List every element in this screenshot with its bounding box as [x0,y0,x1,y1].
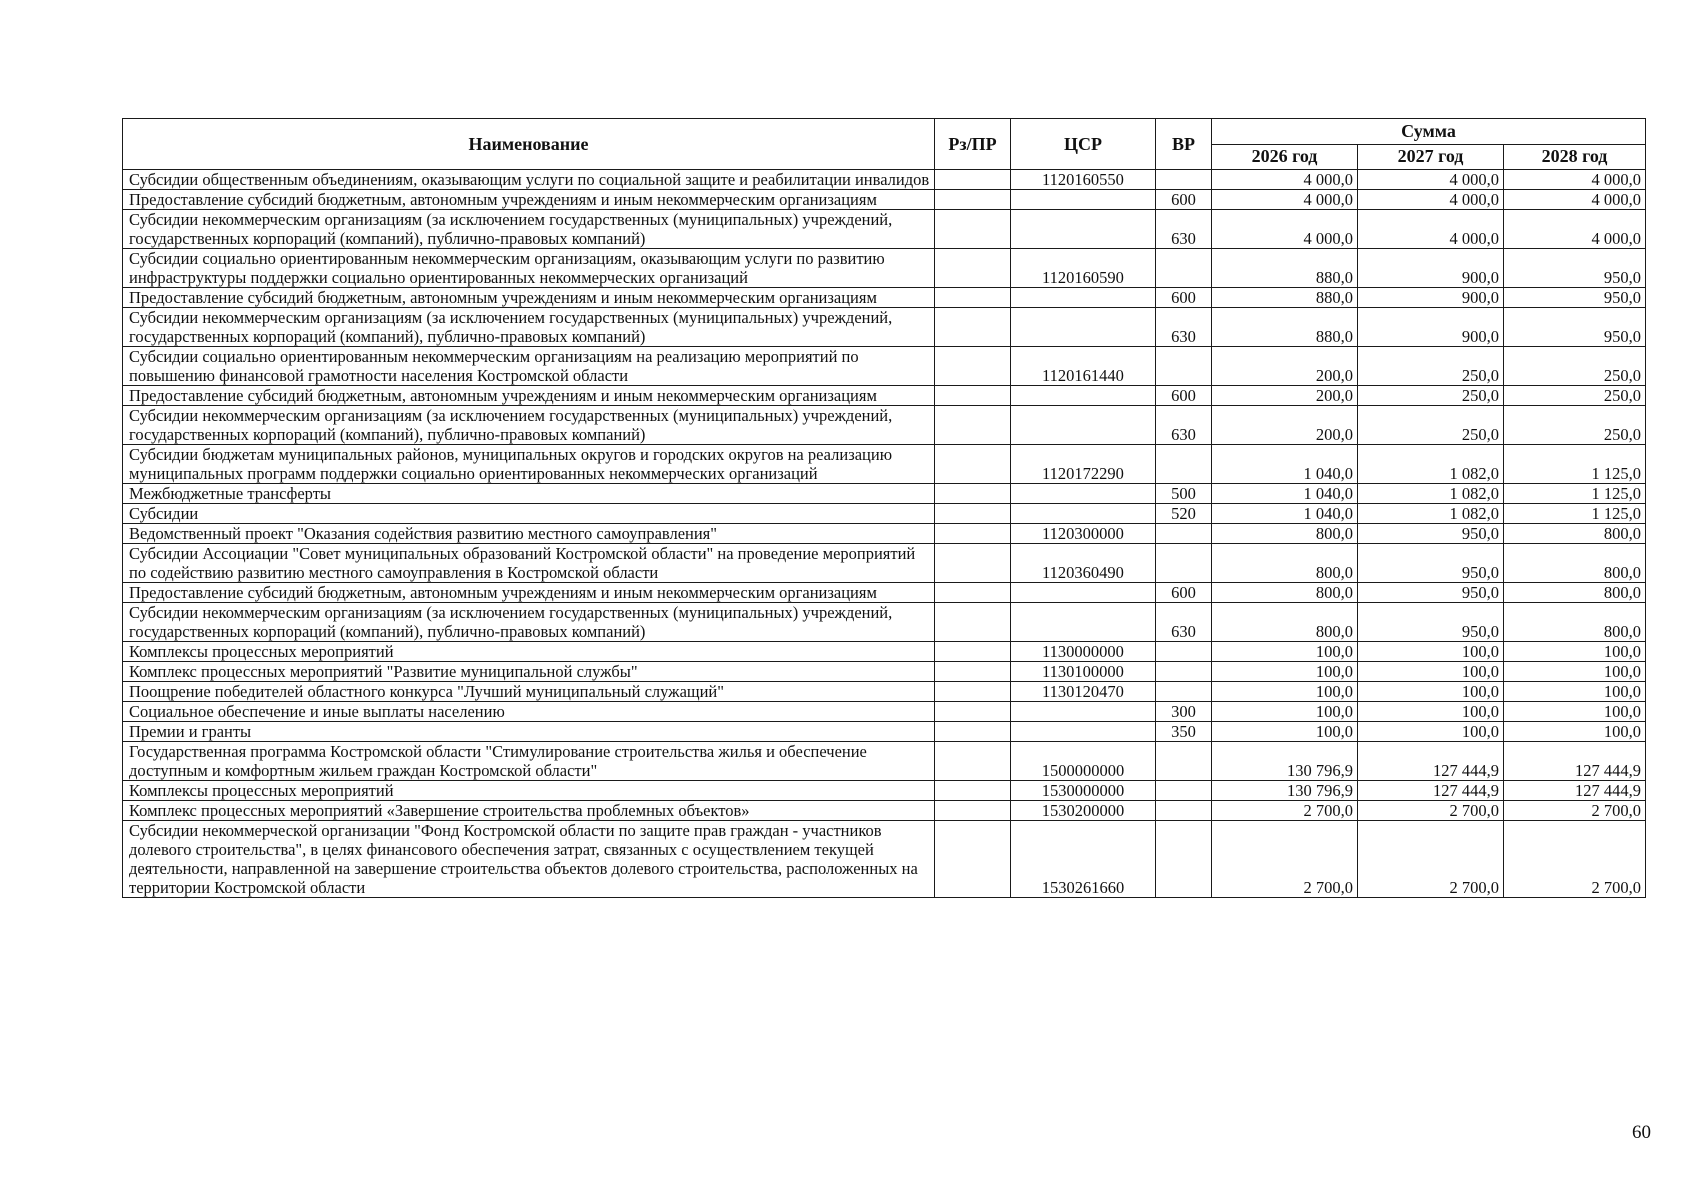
table-row [123,544,1646,583]
table-row [123,722,1646,742]
cell-rz-pr [935,504,1011,524]
cell-year-2026: 2 700,0 [1212,801,1358,821]
cell-year-2028: 2 700,0 [1504,821,1646,898]
cell-year-2027: 900,0 [1358,308,1504,347]
cell-year-2027: 127 444,9 [1358,781,1504,801]
cell-year-2028: 100,0 [1504,722,1646,742]
cell-vr [1156,821,1212,898]
cell-vr [1156,445,1212,484]
cell-vr: 300 [1156,702,1212,722]
cell-csr [1011,406,1156,445]
cell-year-2028: 1 125,0 [1504,484,1646,504]
cell-rz-pr [935,484,1011,504]
cell-year-2028: 100,0 [1504,662,1646,682]
cell-rz-pr [935,190,1011,210]
cell-rz-pr [935,170,1011,190]
cell-vr [1156,170,1212,190]
cell-name: Ведомственный проект "Оказания содействия развитию местного самоуправления" [123,524,935,544]
header-year-2026: 2026 год [1212,144,1358,170]
cell-year-2027: 950,0 [1358,544,1504,583]
cell-vr: 520 [1156,504,1212,524]
cell-year-2026: 200,0 [1212,386,1358,406]
cell-name: Государственная программа Костромской области "Стимулирование строительства жилья и обеспечение доступным и комфортным жильем граждан Костромской области" [123,742,935,781]
table-row [123,682,1646,702]
cell-year-2027: 900,0 [1358,288,1504,308]
cell-year-2026: 100,0 [1212,682,1358,702]
cell-csr [1011,288,1156,308]
cell-vr: 500 [1156,484,1212,504]
cell-rz-pr [935,662,1011,682]
cell-year-2028: 1 125,0 [1504,504,1646,524]
cell-csr: 1120160550 [1011,170,1156,190]
cell-csr [1011,210,1156,249]
table-row [123,524,1646,544]
cell-year-2027: 1 082,0 [1358,504,1504,524]
cell-vr [1156,682,1212,702]
table-row [123,406,1646,445]
cell-year-2026: 100,0 [1212,662,1358,682]
cell-year-2027: 950,0 [1358,583,1504,603]
cell-vr: 630 [1156,210,1212,249]
cell-vr [1156,662,1212,682]
cell-vr [1156,524,1212,544]
header-name: Наименование [123,119,935,170]
cell-csr [1011,583,1156,603]
cell-csr: 1120160590 [1011,249,1156,288]
cell-csr [1011,504,1156,524]
table-row [123,702,1646,722]
cell-year-2027: 4 000,0 [1358,190,1504,210]
cell-csr [1011,386,1156,406]
cell-vr: 630 [1156,406,1212,445]
cell-name: Комплекс процессных мероприятий «Завершение строительства проблемных объектов» [123,801,935,821]
cell-rz-pr [935,722,1011,742]
table-row [123,742,1646,781]
cell-year-2028: 800,0 [1504,524,1646,544]
cell-rz-pr [935,308,1011,347]
cell-name: Межбюджетные трансферты [123,484,935,504]
cell-year-2028: 2 700,0 [1504,801,1646,821]
cell-year-2026: 100,0 [1212,722,1358,742]
cell-year-2028: 950,0 [1504,249,1646,288]
header-year-2028: 2028 год [1504,144,1646,170]
cell-rz-pr [935,347,1011,386]
table-row [123,781,1646,801]
cell-year-2027: 100,0 [1358,702,1504,722]
cell-rz-pr [935,781,1011,801]
cell-year-2026: 800,0 [1212,524,1358,544]
cell-year-2026: 1 040,0 [1212,484,1358,504]
cell-vr: 630 [1156,603,1212,642]
cell-name: Субсидии бюджетам муниципальных районов, муниципальных округов и городских округов на реализацию муниципальных программ поддержки социально ориентированных некоммерческих организаций [123,445,935,484]
cell-year-2026: 4 000,0 [1212,190,1358,210]
cell-year-2027: 250,0 [1358,386,1504,406]
cell-vr [1156,781,1212,801]
cell-name: Премии и гранты [123,722,935,742]
cell-name: Предоставление субсидий бюджетным, автономным учреждениям и иным некоммерческим организациям [123,190,935,210]
cell-name: Субсидии [123,504,935,524]
cell-year-2028: 1 125,0 [1504,445,1646,484]
cell-year-2027: 2 700,0 [1358,801,1504,821]
table-row [123,210,1646,249]
cell-year-2027: 950,0 [1358,603,1504,642]
header-rz-pr: Рз/ПР [935,119,1011,170]
cell-csr: 1120360490 [1011,544,1156,583]
table-row [123,190,1646,210]
cell-name: Комплекс процессных мероприятий "Развитие муниципальной службы" [123,662,935,682]
cell-year-2028: 250,0 [1504,406,1646,445]
cell-year-2028: 127 444,9 [1504,781,1646,801]
table-row [123,642,1646,662]
cell-year-2027: 100,0 [1358,642,1504,662]
cell-vr: 600 [1156,190,1212,210]
cell-name: Субсидии социально ориентированным некоммерческим организациям на реализацию мероприятий по повышению финансовой грамотности населения Костромской области [123,347,935,386]
cell-name: Предоставление субсидий бюджетным, автономным учреждениям и иным некоммерческим организациям [123,583,935,603]
cell-rz-pr [935,742,1011,781]
cell-rz-pr [935,583,1011,603]
cell-rz-pr [935,702,1011,722]
table-row [123,821,1646,898]
cell-year-2026: 2 700,0 [1212,821,1358,898]
budget-table [122,118,1646,898]
cell-vr: 600 [1156,386,1212,406]
cell-year-2027: 950,0 [1358,524,1504,544]
cell-year-2028: 100,0 [1504,702,1646,722]
cell-name: Субсидии некоммерческой организации "Фонд Костромской области по защите прав граждан - участников долевого строительства", в целях финансового обеспечения затрат, связанных с осуществлением текущей деятельности, направленной на завершение строительства объектов долевого строительства, расположенных на территории Костромской области [123,821,935,898]
cell-rz-pr [935,406,1011,445]
cell-name: Поощрение победителей областного конкурса "Лучший муниципальный служащий" [123,682,935,702]
cell-name: Предоставление субсидий бюджетным, автономным учреждениям и иным некоммерческим организациям [123,288,935,308]
cell-rz-pr [935,544,1011,583]
cell-csr [1011,190,1156,210]
cell-year-2028: 950,0 [1504,308,1646,347]
cell-year-2026: 1 040,0 [1212,504,1358,524]
cell-vr: 600 [1156,288,1212,308]
cell-year-2026: 880,0 [1212,249,1358,288]
cell-csr: 1130100000 [1011,662,1156,682]
cell-rz-pr [935,821,1011,898]
cell-name: Предоставление субсидий бюджетным, автономным учреждениям и иным некоммерческим организациям [123,386,935,406]
cell-csr [1011,308,1156,347]
table-row [123,347,1646,386]
cell-rz-pr [935,801,1011,821]
table-row [123,484,1646,504]
cell-year-2026: 100,0 [1212,642,1358,662]
cell-year-2028: 4 000,0 [1504,210,1646,249]
cell-year-2028: 250,0 [1504,386,1646,406]
cell-year-2026: 800,0 [1212,544,1358,583]
cell-name: Комплексы процессных мероприятий [123,642,935,662]
table-row [123,288,1646,308]
cell-year-2027: 4 000,0 [1358,210,1504,249]
cell-year-2026: 4 000,0 [1212,210,1358,249]
cell-year-2026: 800,0 [1212,583,1358,603]
cell-rz-pr [935,210,1011,249]
cell-name: Субсидии некоммерческим организациям (за исключением государственных (муниципальных) учреждений, государственных корпораций (компаний), публично-правовых компаний) [123,406,935,445]
cell-year-2026: 1 040,0 [1212,445,1358,484]
cell-name: Субсидии общественным объединениям, оказывающим услуги по социальной защите и реабилитации инвалидов [123,170,935,190]
header-vr: ВР [1156,119,1212,170]
cell-vr [1156,742,1212,781]
cell-year-2028: 4 000,0 [1504,190,1646,210]
cell-rz-pr [935,524,1011,544]
cell-vr [1156,249,1212,288]
cell-name: Субсидии некоммерческим организациям (за исключением государственных (муниципальных) учреждений, государственных корпораций (компаний), публично-правовых компаний) [123,210,935,249]
cell-year-2026: 4 000,0 [1212,170,1358,190]
cell-vr [1156,347,1212,386]
cell-name: Субсидии Ассоциации "Совет муниципальных образований Костромской области" на проведение мероприятий по содействию развитию местного самоуправления в Костромской области [123,544,935,583]
cell-year-2026: 130 796,9 [1212,742,1358,781]
cell-name: Субсидии некоммерческим организациям (за исключением государственных (муниципальных) учреждений, государственных корпораций (компаний), публично-правовых компаний) [123,603,935,642]
cell-csr: 1530261660 [1011,821,1156,898]
table-row [123,170,1646,190]
table-row [123,308,1646,347]
cell-vr [1156,544,1212,583]
header-csr: ЦСР [1011,119,1156,170]
cell-year-2026: 100,0 [1212,702,1358,722]
cell-csr [1011,722,1156,742]
cell-year-2026: 200,0 [1212,406,1358,445]
cell-rz-pr [935,603,1011,642]
cell-csr [1011,702,1156,722]
cell-year-2027: 900,0 [1358,249,1504,288]
cell-year-2027: 127 444,9 [1358,742,1504,781]
cell-year-2028: 800,0 [1504,603,1646,642]
page-number: 60 [1632,1122,1651,1143]
cell-csr: 1130000000 [1011,642,1156,662]
cell-year-2028: 100,0 [1504,682,1646,702]
cell-year-2028: 127 444,9 [1504,742,1646,781]
cell-csr [1011,603,1156,642]
header-year-2027: 2027 год [1358,144,1504,170]
cell-vr: 350 [1156,722,1212,742]
cell-year-2026: 880,0 [1212,308,1358,347]
table-row [123,603,1646,642]
cell-csr: 1530000000 [1011,781,1156,801]
cell-csr: 1120172290 [1011,445,1156,484]
cell-csr: 1130120470 [1011,682,1156,702]
cell-year-2027: 1 082,0 [1358,445,1504,484]
cell-year-2027: 100,0 [1358,722,1504,742]
cell-rz-pr [935,288,1011,308]
table-row [123,386,1646,406]
table-row [123,249,1646,288]
cell-year-2026: 800,0 [1212,603,1358,642]
table-row [123,583,1646,603]
cell-year-2027: 4 000,0 [1358,170,1504,190]
table-row [123,801,1646,821]
cell-year-2026: 130 796,9 [1212,781,1358,801]
cell-year-2027: 100,0 [1358,662,1504,682]
cell-year-2026: 200,0 [1212,347,1358,386]
table-row [123,445,1646,484]
cell-csr: 1120300000 [1011,524,1156,544]
table-row [123,662,1646,682]
table-row [123,504,1646,524]
cell-year-2028: 950,0 [1504,288,1646,308]
cell-year-2027: 250,0 [1358,406,1504,445]
cell-year-2027: 2 700,0 [1358,821,1504,898]
cell-rz-pr [935,249,1011,288]
cell-year-2027: 250,0 [1358,347,1504,386]
cell-year-2028: 4 000,0 [1504,170,1646,190]
cell-csr: 1500000000 [1011,742,1156,781]
cell-name: Социальное обеспечение и иные выплаты населению [123,702,935,722]
cell-name: Субсидии социально ориентированным некоммерческим организациям, оказывающим услуги по развитию инфраструктуры поддержки социально ориентированных некоммерческих организаций [123,249,935,288]
cell-name: Комплексы процессных мероприятий [123,781,935,801]
cell-name: Субсидии некоммерческим организациям (за исключением государственных (муниципальных) учреждений, государственных корпораций (компаний), публично-правовых компаний) [123,308,935,347]
cell-vr [1156,642,1212,662]
header-sum: Сумма [1212,119,1646,145]
cell-year-2027: 100,0 [1358,682,1504,702]
table-header [123,119,1646,170]
cell-year-2027: 1 082,0 [1358,484,1504,504]
cell-rz-pr [935,642,1011,662]
cell-rz-pr [935,682,1011,702]
cell-csr: 1530200000 [1011,801,1156,821]
cell-csr [1011,484,1156,504]
cell-rz-pr [935,445,1011,484]
cell-rz-pr [935,386,1011,406]
cell-year-2028: 100,0 [1504,642,1646,662]
cell-year-2026: 880,0 [1212,288,1358,308]
cell-year-2028: 800,0 [1504,544,1646,583]
cell-vr: 630 [1156,308,1212,347]
cell-year-2028: 800,0 [1504,583,1646,603]
cell-vr: 600 [1156,583,1212,603]
cell-vr [1156,801,1212,821]
table-body [123,170,1646,898]
cell-year-2028: 250,0 [1504,347,1646,386]
cell-csr: 1120161440 [1011,347,1156,386]
